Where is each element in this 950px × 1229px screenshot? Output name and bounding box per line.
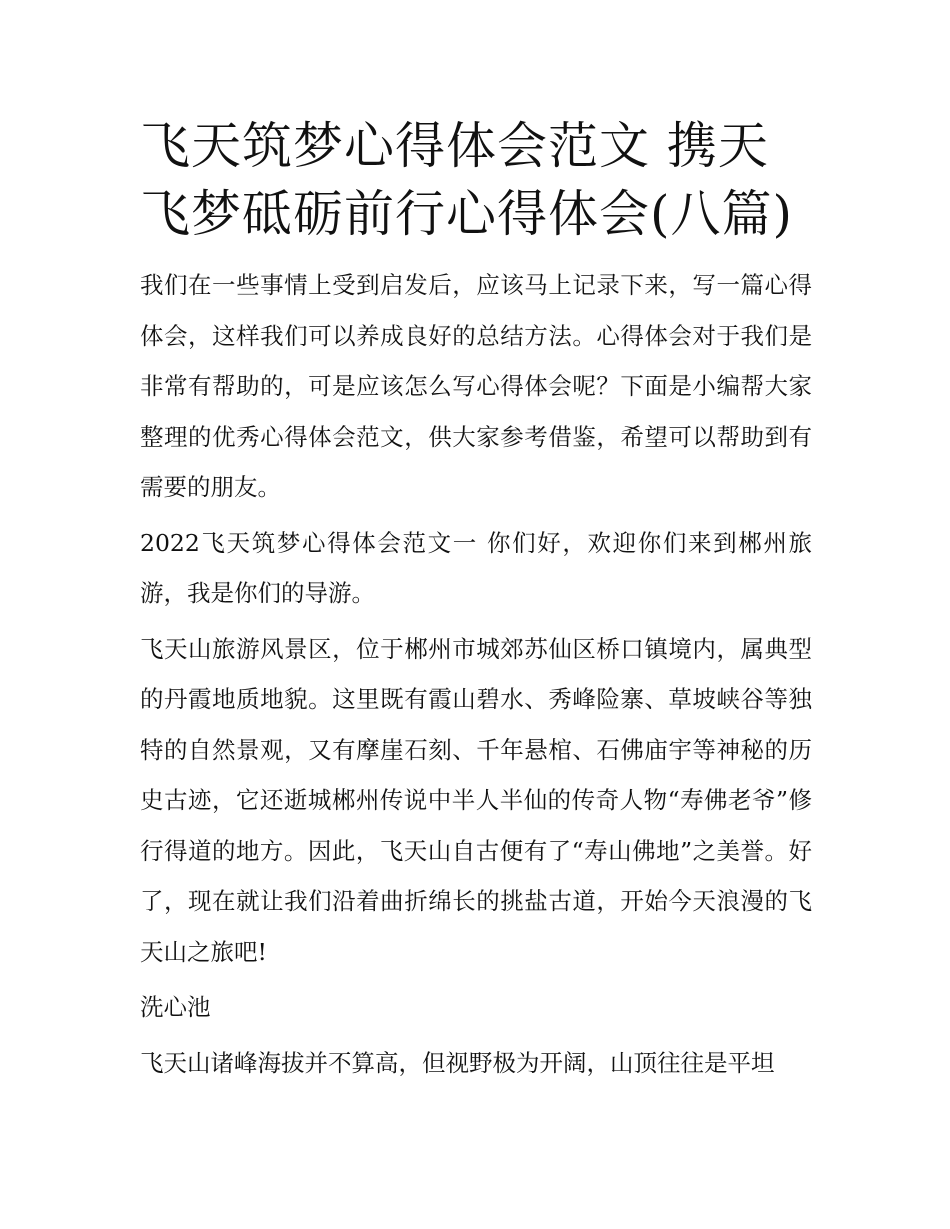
intro-paragraph: 我们在一些事情上受到启发后，应该马上记录下来，写一篇心得体会，这样我们可以养成良好的总结方法。心得体会对于我们是非常有帮助的，可是应该怎么写心得体会呢？下面是小编帮大家整理的优秀心得体会范文，供大家参考借鉴，希望可以帮助到有需要的朋友。 bbox=[140, 271, 812, 501]
essay-one-opening-paragraph: 2022飞天筑梦心得体会范文一 你们好，欢迎你们来到郴州旅游，我是你们的导游。 bbox=[140, 528, 812, 607]
document-title: 飞天筑梦心得体会范文 携天飞梦砥砺前行心得体会(八篇) bbox=[140, 117, 794, 243]
document-body bbox=[140, 112, 812, 1088]
feitianshan-intro-paragraph: 飞天山旅游风景区，位于郴州市城郊苏仙区桥口镇境内，属典型的丹霞地质地貌。这里既有霞山碧水、秀峰险寨、草坡峡谷等独特的自然景观，又有摩崖石刻、千年悬棺、石佛庙宇等神秘的历史古迹，它还逝城郴州传说中半人半仙的传奇人物“寿佛老爷”修行得道的地方。因此，飞天山自古便有了“寿山佛地”之美誉。好了，现在就让我们沿着曲折绵长的挑盐古道，开始今天浪漫的飞天山之旅吧! bbox=[140, 634, 812, 966]
feitianshan-peaks-paragraph: 飞天山诸峰海拔并不算高，但视野极为开阔，山顶往往是平坦 bbox=[140, 1048, 775, 1077]
section-heading-xixinchi: 洗心池 bbox=[140, 993, 211, 1021]
